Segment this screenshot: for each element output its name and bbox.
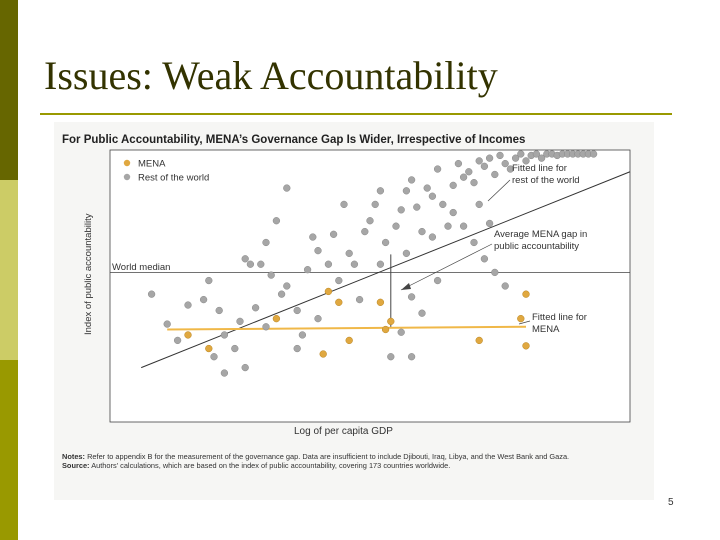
data-point-rest-of-world	[429, 234, 436, 241]
annotation-fitted-row-line1: Fitted line for	[512, 163, 567, 174]
data-point-rest-of-world	[257, 261, 264, 268]
data-point-mena	[517, 315, 524, 322]
data-point-rest-of-world	[481, 163, 488, 170]
data-point-rest-of-world	[351, 261, 358, 268]
data-point-rest-of-world	[387, 353, 394, 360]
annotation-world-median: World median	[112, 262, 171, 273]
data-point-rest-of-world	[419, 228, 426, 235]
notes-text: Refer to appendix B for the measurement of the governance gap. Data are insufficient to include Djibouti, Iraq, Libya, and the West Bank and Gaza.	[87, 452, 570, 461]
data-point-rest-of-world	[185, 302, 192, 309]
data-point-rest-of-world	[164, 321, 171, 328]
data-point-rest-of-world	[221, 332, 228, 339]
data-point-rest-of-world	[294, 345, 301, 352]
plot-frame	[110, 150, 630, 422]
x-axis-label: Log of per capita GDP	[294, 426, 393, 437]
slide-title: Issues: Weak Accountability	[44, 53, 498, 98]
data-point-rest-of-world	[419, 310, 426, 317]
data-point-rest-of-world	[502, 160, 509, 167]
annotation-fitted-row-line2: rest of the world	[512, 175, 580, 186]
data-point-rest-of-world	[341, 201, 348, 208]
data-point-rest-of-world	[231, 345, 238, 352]
data-point-rest-of-world	[315, 315, 322, 322]
data-point-rest-of-world	[408, 177, 415, 184]
data-point-mena	[377, 299, 384, 306]
chart-title: For Public Accountability, MENA’s Governance Gap Is Wider, Irrespective of Incomes	[62, 134, 526, 146]
data-point-rest-of-world	[502, 283, 509, 290]
data-point-rest-of-world	[325, 261, 332, 268]
data-point-rest-of-world	[377, 187, 384, 194]
data-point-rest-of-world	[283, 185, 290, 192]
data-point-rest-of-world	[408, 293, 415, 300]
data-point-mena	[387, 318, 394, 325]
data-point-rest-of-world	[283, 283, 290, 290]
data-point-rest-of-world	[200, 296, 207, 303]
scatter-chart	[54, 122, 654, 500]
decor-band-middle	[0, 180, 18, 360]
data-point-rest-of-world	[413, 204, 420, 211]
data-point-rest-of-world	[434, 166, 441, 173]
data-point-rest-of-world	[356, 296, 363, 303]
data-point-rest-of-world	[148, 291, 155, 298]
annotation-gap-line2: public accountability	[494, 241, 580, 252]
data-point-rest-of-world	[252, 304, 259, 311]
data-point-rest-of-world	[439, 201, 446, 208]
legend-rest-of-world-label: Rest of the world	[138, 172, 210, 184]
data-point-rest-of-world	[408, 353, 415, 360]
data-point-rest-of-world	[278, 291, 285, 298]
data-point-rest-of-world	[361, 228, 368, 235]
data-point-rest-of-world	[517, 151, 524, 158]
data-point-rest-of-world	[476, 201, 483, 208]
data-point-rest-of-world	[315, 247, 322, 254]
data-point-rest-of-world	[372, 201, 379, 208]
data-point-rest-of-world	[247, 261, 254, 268]
data-point-rest-of-world	[330, 231, 337, 238]
data-point-rest-of-world	[465, 168, 472, 175]
data-point-rest-of-world	[491, 269, 498, 276]
data-point-mena	[325, 288, 332, 295]
legend-mena-label: MENA	[138, 158, 166, 170]
decor-band-bottom	[0, 360, 18, 540]
data-point-rest-of-world	[382, 239, 389, 246]
notes-line	[62, 452, 652, 461]
data-point-rest-of-world	[263, 239, 270, 246]
data-point-rest-of-world	[294, 307, 301, 314]
y-axis-label: Index of public accountability	[83, 213, 94, 335]
data-point-rest-of-world	[497, 152, 504, 159]
data-point-rest-of-world	[450, 182, 457, 189]
data-point-rest-of-world	[486, 220, 493, 227]
data-point-rest-of-world	[460, 174, 467, 181]
data-point-rest-of-world	[403, 250, 410, 257]
data-point-rest-of-world	[346, 250, 353, 257]
data-point-rest-of-world	[242, 364, 249, 371]
data-point-mena	[346, 337, 353, 344]
figure-notes	[62, 452, 652, 470]
title-divider	[40, 113, 672, 115]
data-point-rest-of-world	[424, 185, 431, 192]
chart-figure	[54, 122, 654, 500]
data-point-rest-of-world	[398, 206, 405, 213]
source-line	[62, 461, 652, 470]
annotation-fitted-mena-line1: Fitted line for	[532, 312, 587, 323]
data-point-mena	[205, 345, 212, 352]
data-point-rest-of-world	[471, 179, 478, 186]
data-point-mena	[476, 337, 483, 344]
data-point-mena	[273, 315, 280, 322]
data-point-rest-of-world	[429, 193, 436, 200]
legend-mena-marker	[124, 160, 130, 166]
data-point-mena	[382, 326, 389, 333]
data-point-rest-of-world	[174, 337, 181, 344]
source-text: Authors' calculations, which are based on the index of public accountability, covering 173 countries worldwide.	[91, 461, 451, 470]
data-point-rest-of-world	[367, 217, 374, 224]
annotation-gap-line1: Average MENA gap in	[494, 229, 588, 240]
data-point-rest-of-world	[205, 277, 212, 284]
data-point-mena	[320, 351, 327, 358]
data-point-rest-of-world	[268, 272, 275, 279]
data-point-rest-of-world	[471, 239, 478, 246]
data-point-rest-of-world	[263, 323, 270, 330]
data-point-rest-of-world	[216, 307, 223, 314]
data-point-rest-of-world	[486, 155, 493, 162]
data-point-rest-of-world	[299, 332, 306, 339]
data-point-rest-of-world	[242, 255, 249, 262]
data-point-mena	[185, 332, 192, 339]
data-point-rest-of-world	[237, 318, 244, 325]
data-point-rest-of-world	[398, 329, 405, 336]
data-point-rest-of-world	[221, 370, 228, 377]
legend-rest-of-world-marker	[124, 174, 130, 180]
data-point-rest-of-world	[309, 234, 316, 241]
annotation-fitted-mena-line2: MENA	[532, 324, 560, 335]
data-point-rest-of-world	[211, 353, 218, 360]
data-point-rest-of-world	[273, 217, 280, 224]
data-point-rest-of-world	[491, 171, 498, 178]
source-label: Source:	[62, 461, 90, 470]
decor-band-top	[0, 0, 18, 180]
data-point-rest-of-world	[450, 209, 457, 216]
page-number: 5	[668, 497, 674, 508]
data-point-rest-of-world	[403, 187, 410, 194]
notes-label: Notes:	[62, 452, 85, 461]
data-point-rest-of-world	[335, 277, 342, 284]
data-point-rest-of-world	[393, 223, 400, 230]
data-point-rest-of-world	[590, 151, 597, 158]
data-point-mena	[523, 342, 530, 349]
data-point-mena	[335, 299, 342, 306]
data-point-mena	[523, 291, 530, 298]
data-point-rest-of-world	[455, 160, 462, 167]
data-point-rest-of-world	[460, 223, 467, 230]
data-point-rest-of-world	[434, 277, 441, 284]
data-point-rest-of-world	[476, 157, 483, 164]
data-point-rest-of-world	[304, 266, 311, 273]
data-point-rest-of-world	[377, 261, 384, 268]
data-point-rest-of-world	[481, 255, 488, 262]
data-point-rest-of-world	[445, 223, 452, 230]
